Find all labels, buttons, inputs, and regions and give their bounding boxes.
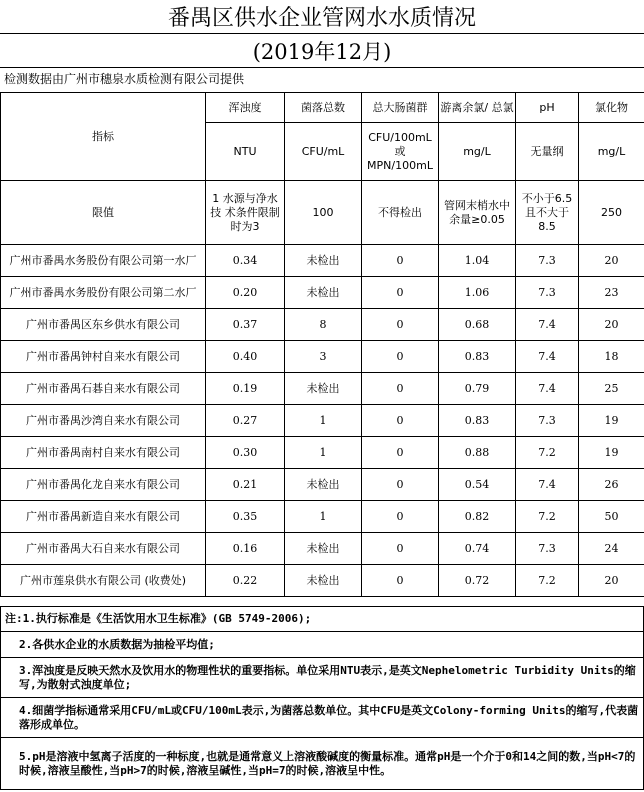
col-name: 总大肠菌群 [362,93,439,123]
value-cell: 0.19 [206,373,285,405]
value-cell: 未检出 [285,469,362,501]
col-name: 游离余氯/ 总氯 [439,93,516,123]
value-cell: 1 [285,501,362,533]
value-cell: 0.20 [206,277,285,309]
value-cell: 20 [579,565,644,597]
value-cell: 0.82 [439,501,516,533]
value-cell: 0.72 [439,565,516,597]
value-cell: 0.74 [439,533,516,565]
company-name: 广州市番禺石碁自来水有限公司 [1,373,206,405]
page-title: 番禺区供水企业管网水水质情况 [0,0,644,34]
company-name: 广州市番禺化龙自来水有限公司 [1,469,206,501]
value-cell: 0.83 [439,405,516,437]
col-unit: NTU [206,123,285,181]
value-cell: 0 [362,341,439,373]
value-cell: 未检出 [285,373,362,405]
value-cell: 0 [362,469,439,501]
value-cell: 1 [285,405,362,437]
company-name: 广州市番禺沙湾自来水有限公司 [1,405,206,437]
col-unit: mg/L [579,123,644,181]
value-cell: 24 [579,533,644,565]
header-name-row [1,93,644,123]
value-cell: 未检出 [285,565,362,597]
value-cell: 7.3 [516,277,579,309]
limit-label: 限值 [1,181,206,245]
value-cell: 0.40 [206,341,285,373]
value-cell: 0.37 [206,309,285,341]
value-cell: 未检出 [285,533,362,565]
value-cell: 23 [579,277,644,309]
value-cell: 7.2 [516,501,579,533]
value-cell: 0.16 [206,533,285,565]
table-row [1,341,644,373]
value-cell: 7.4 [516,309,579,341]
value-cell: 7.3 [516,405,579,437]
table-row [1,373,644,405]
value-cell: 7.2 [516,565,579,597]
value-cell: 19 [579,437,644,469]
col-unit: 无量纲 [516,123,579,181]
col-unit: CFU/100mL 或 MPN/100mL [362,123,439,181]
value-cell: 未检出 [285,277,362,309]
table-row [1,437,644,469]
company-name: 广州市莲泉供水有限公司 (收费处) [1,565,206,597]
value-cell: 0 [362,565,439,597]
company-name: 广州市番禺水务股份有限公司第一水厂 [1,245,206,277]
col-unit: mg/L [439,123,516,181]
value-cell: 0 [362,373,439,405]
water-quality-table [0,92,644,597]
value-cell: 50 [579,501,644,533]
value-cell: 未检出 [285,245,362,277]
value-cell: 7.4 [516,373,579,405]
value-cell: 19 [579,405,644,437]
value-cell: 0 [362,501,439,533]
indicator-header: 指标 [1,93,206,181]
table-row [1,501,644,533]
value-cell: 8 [285,309,362,341]
limit-value: 100 [285,181,362,245]
source-note: 检测数据由广州市穗泉水质检测有限公司提供 [4,72,245,86]
limit-value: 管网末梢水中 余量≥0.05 [439,181,516,245]
table-row [1,309,644,341]
value-cell: 1 [285,437,362,469]
value-cell: 7.3 [516,245,579,277]
value-cell: 0.30 [206,437,285,469]
value-cell: 0.88 [439,437,516,469]
col-name: 浑浊度 [206,93,285,123]
note-item: 5.pH是溶液中氢离子活度的一种标度,也就是通常意义上溶液酸碱度的衡量标准。通常pH是一个介于0和14之间的数,当pH<7的时候,溶液呈酸性,当pH>7的时候,溶液呈碱性,当pH=7的时候,溶液呈中性。 [0,738,644,790]
value-cell: 0.34 [206,245,285,277]
value-cell: 0.35 [206,501,285,533]
table-row [1,277,644,309]
company-name: 广州市番禺水务股份有限公司第二水厂 [1,277,206,309]
value-cell: 25 [579,373,644,405]
col-name: pH [516,93,579,123]
value-cell: 7.4 [516,341,579,373]
value-cell: 0.83 [439,341,516,373]
note-item: 3.浑浊度是反映天然水及饮用水的物理性状的重要指标。单位采用NTU表示,是英文Nephelometric Turbidity Units的缩写,为散射式浊度单位; [0,658,644,698]
table-row [1,565,644,597]
value-cell: 7.2 [516,437,579,469]
company-name: 广州市番禺大石自来水有限公司 [1,533,206,565]
value-cell: 0 [362,437,439,469]
note-item: 注:1.执行标准是《生活饮用水卫生标准》(GB 5749-2006); [0,606,644,632]
value-cell: 7.4 [516,469,579,501]
value-cell: 0 [362,277,439,309]
value-cell: 0.68 [439,309,516,341]
value-cell: 0.22 [206,565,285,597]
notes [0,606,644,790]
note-item: 2.各供水企业的水质数据为抽检平均值; [0,632,644,658]
col-name: 氯化物 [579,93,644,123]
col-unit: CFU/mL [285,123,362,181]
value-cell: 0 [362,533,439,565]
limit-value: 不得检出 [362,181,439,245]
company-name: 广州市番禺钟村自来水有限公司 [1,341,206,373]
note-item: 4.细菌学指标通常采用CFU/mL或CFU/100mL表示,为菌落总数单位。其中CFU是英文Colony-forming Units的缩写,代表菌落形成单位。 [0,698,644,738]
value-cell: 0 [362,405,439,437]
value-cell: 26 [579,469,644,501]
value-cell: 0.79 [439,373,516,405]
limit-value: 不小于6.5且不大于8.5 [516,181,579,245]
value-cell: 1.06 [439,277,516,309]
value-cell: 1.04 [439,245,516,277]
limit-row [1,181,644,245]
page-subtitle: (2019年12月) [0,34,644,68]
table-row [1,469,644,501]
limit-value: 1 水源与净水技 术条件限制时为3 [206,181,285,245]
table-row [1,245,644,277]
table-row [1,405,644,437]
col-name: 菌落总数 [285,93,362,123]
table-row [1,533,644,565]
value-cell: 7.3 [516,533,579,565]
company-name: 广州市番禺区东乡供水有限公司 [1,309,206,341]
company-name: 广州市番禺新造自来水有限公司 [1,501,206,533]
value-cell: 0 [362,309,439,341]
value-cell: 3 [285,341,362,373]
value-cell: 20 [579,245,644,277]
value-cell: 18 [579,341,644,373]
value-cell: 0.54 [439,469,516,501]
value-cell: 0 [362,245,439,277]
value-cell: 0.27 [206,405,285,437]
company-name: 广州市番禺南村自来水有限公司 [1,437,206,469]
value-cell: 0.21 [206,469,285,501]
value-cell: 20 [579,309,644,341]
limit-value: 250 [579,181,644,245]
